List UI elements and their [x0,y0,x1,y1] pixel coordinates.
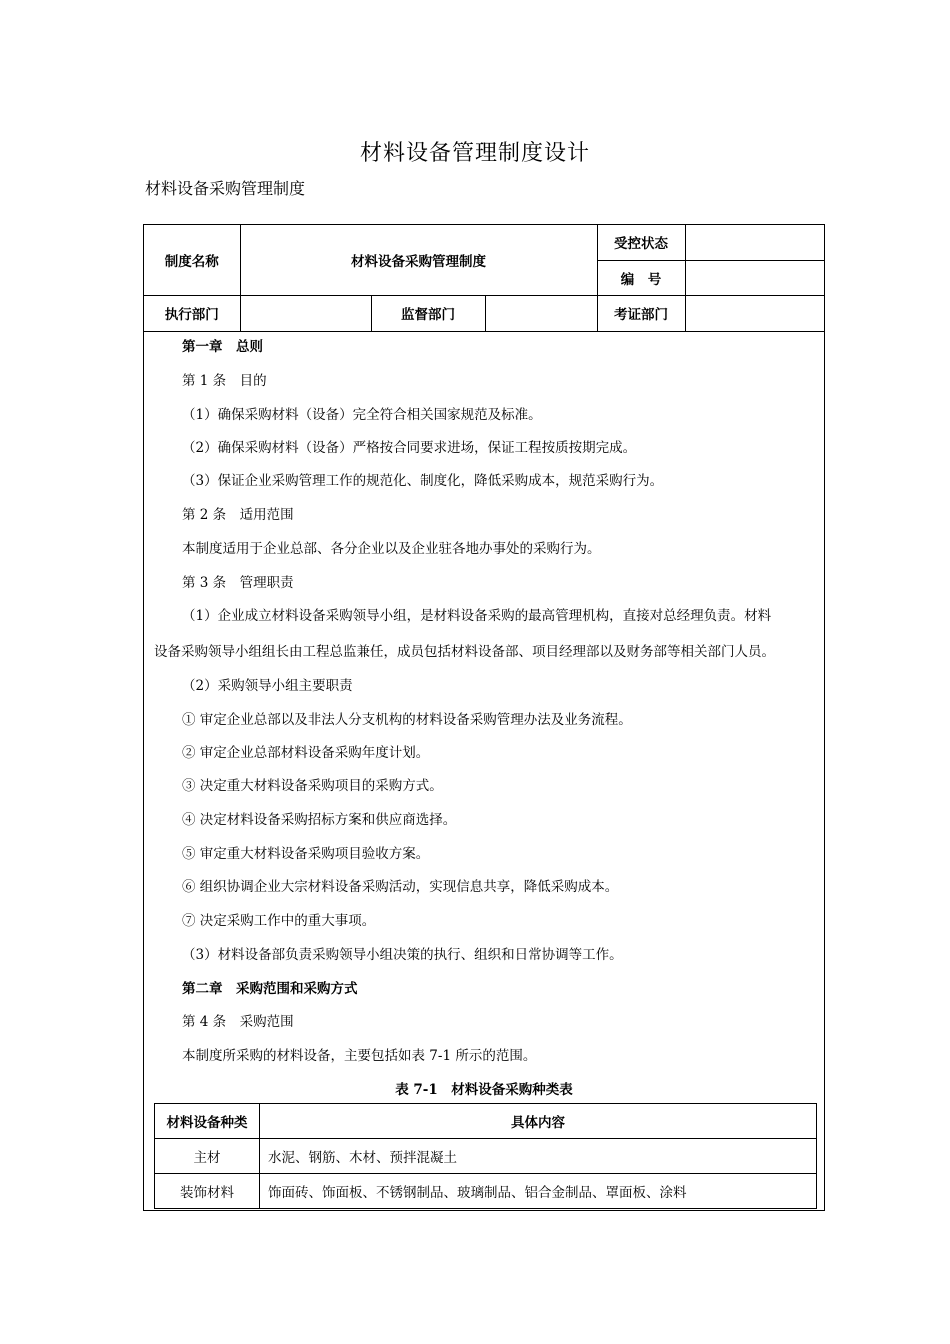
supervise-value[interactable] [485,295,597,331]
control-value[interactable] [685,225,824,260]
audit-label: 考证部门 [597,295,685,331]
article-heading: 第 2 条 适用范围 [182,507,294,523]
header-table [144,225,824,332]
document-subtitle: 材料设备采购管理制度 [145,179,306,198]
list-item: ④ 决定材料设备采购招标方案和供应商选择。 [182,812,457,828]
column-header: 材料设备种类 [155,1104,260,1139]
paragraph: 设备采购领导小组组长由工程总监兼任，成员包括材料设备部、项目经理部以及财务部等相关部门人员。 [154,644,775,660]
exec-label: 执行部门 [144,295,240,331]
name-label: 制度名称 [144,225,240,295]
table-row [155,1174,817,1209]
paragraph: （1）企业成立材料设备采购领导小组，是材料设备采购的最高管理机构，直接对总经理负责。材料 [182,608,772,624]
paragraph: （2）采购领导小组主要职责 [182,678,353,694]
list-item: ⑦ 决定采购工作中的重大事项。 [182,913,376,929]
table-row [155,1139,817,1174]
paragraph: （2）确保采购材料（设备）严格按合同要求进场，保证工程按质按期完成。 [182,440,637,456]
list-item: ⑤ 审定重大材料设备采购项目验收方案。 [182,846,430,862]
number-value[interactable] [685,260,824,295]
supervise-label: 监督部门 [371,295,485,331]
procurement-types-table [154,1103,817,1209]
article-heading: 第 1 条 目的 [182,373,267,389]
article-heading: 第 3 条 管理职责 [182,575,294,591]
regulation-frame [143,224,825,1211]
chapter-heading: 第一章 总则 [182,339,263,355]
table-cell: 装饰材料 [155,1174,260,1209]
control-label: 受控状态 [597,225,685,260]
table-caption: 表 7-1 材料设备采购种类表 [395,1082,573,1098]
article-heading: 第 4 条 采购范围 [182,1014,294,1030]
table-cell: 主材 [155,1139,260,1174]
table-cell: 饰面砖、饰面板、不锈钢制品、玻璃制品、铝合金制品、罩面板、涂料 [260,1174,817,1209]
document-title: 材料设备管理制度设计 [359,141,590,166]
table-cell: 水泥、钢筋、木材、预拌混凝土 [260,1139,817,1174]
paragraph: 本制度所采购的材料设备，主要包括如表 7-1 所示的范围。 [182,1048,537,1064]
paragraph: 本制度适用于企业总部、各分企业以及企业驻各地办事处的采购行为。 [182,541,601,557]
list-item: ② 审定企业总部材料设备采购年度计划。 [182,745,430,761]
paragraph: （3）材料设备部负责采购领导小组决策的执行、组织和日常协调等工作。 [182,947,623,963]
column-header: 具体内容 [260,1104,817,1139]
chapter-heading: 第二章 采购范围和采购方式 [182,981,358,997]
paragraph: （1）确保采购材料（设备）完全符合相关国家规范及标准。 [182,407,542,423]
list-item: ③ 决定重大材料设备采购项目的采购方式。 [182,778,443,794]
number-label: 编 号 [597,260,685,295]
list-item: ① 审定企业总部以及非法人分支机构的材料设备采购管理办法及业务流程。 [182,712,632,728]
exec-value[interactable] [240,295,371,331]
list-item: ⑥ 组织协调企业大宗材料设备采购活动，实现信息共享，降低采购成本。 [182,879,619,895]
audit-value[interactable] [685,295,824,331]
name-value: 材料设备采购管理制度 [240,225,597,295]
paragraph: （3）保证企业采购管理工作的规范化、制度化，降低采购成本，规范采购行为。 [182,473,664,489]
